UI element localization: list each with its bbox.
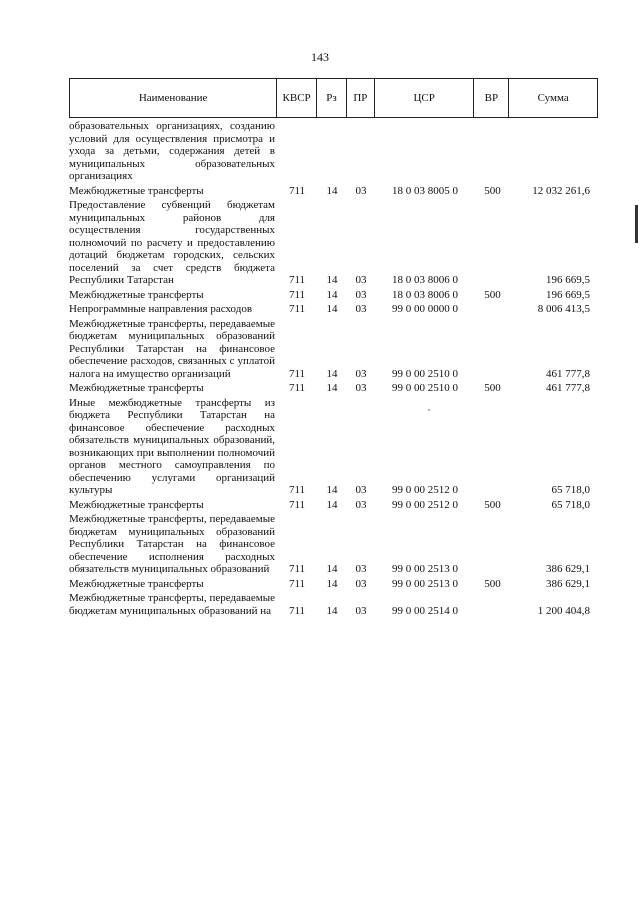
cell-kvsr: 711 bbox=[288, 382, 306, 394]
cell-kvsr: 711 bbox=[288, 577, 306, 590]
cell-pr: 03 bbox=[355, 577, 367, 590]
table-row bbox=[69, 397, 598, 497]
speck bbox=[428, 409, 430, 411]
cell-sum: 12 032 261,6 bbox=[532, 184, 590, 197]
budget-table bbox=[69, 78, 598, 619]
cell-pr: 03 bbox=[355, 563, 367, 575]
header-vr: ВР bbox=[474, 79, 509, 117]
cell-pr: 03 bbox=[355, 184, 367, 197]
cell-kvsr: 711 bbox=[288, 484, 306, 496]
cell-kvsr: 711 bbox=[288, 367, 306, 380]
cell-pr: 03 bbox=[355, 288, 367, 301]
table-row bbox=[69, 499, 598, 512]
cell-sum: 8 006 413,5 bbox=[537, 303, 590, 315]
cell-pr: 03 bbox=[355, 303, 367, 315]
header-kvsr: КВСР bbox=[277, 79, 317, 117]
cell-name: Межбюджетные трансферты bbox=[69, 577, 204, 590]
cell-sum: 65 718,0 bbox=[551, 498, 590, 511]
cell-kvsr: 711 bbox=[288, 184, 306, 197]
cell-name: образовательных организациях, созданию условий для осуществления присмотра и ухода за детьми, содержания детей в муниципальных образовательных организациях bbox=[69, 120, 275, 182]
cell-rz: 14 bbox=[326, 498, 338, 511]
cell-kvsr: 711 bbox=[288, 604, 306, 617]
cell-kvsr: 711 bbox=[288, 498, 306, 511]
cell-vr: 500 bbox=[484, 288, 501, 301]
cell-pr: 03 bbox=[355, 484, 367, 496]
cell-kvsr: 711 bbox=[288, 274, 306, 286]
cell-pr: 03 bbox=[355, 367, 367, 380]
table-row bbox=[69, 120, 598, 183]
cell-name: Непрограммные направления расходов bbox=[69, 303, 253, 315]
cell-rz: 14 bbox=[326, 604, 338, 617]
header-rz: Рз bbox=[317, 79, 347, 117]
cell-name: Межбюджетные трансферты, передаваемые бюджетам муниципальных образований на bbox=[69, 592, 275, 617]
header-pr: ПР bbox=[347, 79, 375, 117]
page-number: 143 bbox=[311, 50, 329, 64]
cell-csr: 99 0 00 2514 0 bbox=[392, 604, 458, 617]
margin-mark bbox=[635, 205, 638, 243]
cell-rz: 14 bbox=[326, 563, 338, 575]
header-sum: Сумма bbox=[537, 92, 569, 104]
cell-sum: 461 777,8 bbox=[546, 382, 590, 394]
cell-vr: 500 bbox=[484, 577, 501, 590]
cell-rz: 14 bbox=[326, 484, 338, 496]
cell-csr: 99 0 00 2510 0 bbox=[392, 382, 458, 394]
table-row bbox=[69, 382, 598, 395]
cell-vr: 500 bbox=[484, 498, 501, 511]
cell-pr: 03 bbox=[355, 498, 367, 511]
cell-rz: 14 bbox=[326, 577, 338, 590]
cell-sum: 1 200 404,8 bbox=[537, 604, 590, 617]
cell-name: Межбюджетные трансферты, передаваемые бюджетам муниципальных образований Республики Татарстан на финансовое обеспечение расходов, связанных с уплатой налога на имущество организаций bbox=[69, 317, 275, 380]
table-body bbox=[69, 120, 598, 619]
cell-sum: 386 629,1 bbox=[546, 563, 590, 575]
cell-kvsr: 711 bbox=[288, 303, 306, 315]
cell-name: Предоставление субвенций бюджетам муниципальных районов для осуществления государственных полномочий по расчету и предоставлению дотаций бюджетам городских, сельских поселений за счет средств бюджета Республики Татарстан bbox=[69, 199, 275, 286]
table-row bbox=[69, 289, 598, 302]
cell-csr: 18 0 03 8006 0 bbox=[392, 288, 458, 301]
cell-rz: 14 bbox=[326, 303, 338, 315]
table-header bbox=[69, 78, 598, 118]
cell-vr: 500 bbox=[484, 184, 501, 197]
cell-name: Межбюджетные трансферты bbox=[69, 184, 204, 197]
cell-csr: 99 0 00 2510 0 bbox=[392, 367, 458, 380]
cell-sum: 386 629,1 bbox=[546, 577, 590, 590]
cell-csr: 99 0 00 2512 0 bbox=[392, 498, 458, 511]
table-row bbox=[69, 303, 598, 316]
cell-pr: 03 bbox=[355, 274, 367, 286]
header-name: Наименование bbox=[70, 79, 277, 117]
cell-name: Межбюджетные трансферты bbox=[69, 382, 204, 394]
cell-sum: 196 669,5 bbox=[546, 274, 590, 286]
cell-rz: 14 bbox=[326, 382, 338, 394]
table-row bbox=[69, 185, 598, 198]
cell-csr: 99 0 00 2513 0 bbox=[392, 577, 458, 590]
cell-rz: 14 bbox=[326, 184, 338, 197]
cell-csr: 99 0 00 2513 0 bbox=[392, 563, 458, 575]
cell-name: Межбюджетные трансферты bbox=[69, 288, 204, 301]
cell-csr: 18 0 03 8005 0 bbox=[392, 184, 458, 197]
cell-pr: 03 bbox=[355, 604, 367, 617]
cell-rz: 14 bbox=[326, 288, 338, 301]
table-row bbox=[69, 318, 598, 381]
cell-kvsr: 711 bbox=[288, 288, 306, 301]
cell-sum: 196 669,5 bbox=[546, 288, 590, 301]
cell-name: Межбюджетные трансферты, передаваемые бюджетам муниципальных образований Республики Татарстан на финансовое обеспечение исполнения расходных обязательств муниципальных образований bbox=[69, 513, 275, 575]
cell-csr: 99 0 00 2512 0 bbox=[392, 484, 458, 496]
table-row bbox=[69, 592, 598, 617]
cell-csr: 99 0 00 0000 0 bbox=[392, 303, 458, 315]
cell-pr: 03 bbox=[355, 382, 367, 394]
cell-csr: 18 0 03 8006 0 bbox=[392, 274, 458, 286]
cell-kvsr: 711 bbox=[288, 563, 306, 575]
cell-rz: 14 bbox=[326, 367, 338, 380]
cell-name: Межбюджетные трансферты bbox=[69, 498, 204, 511]
table-row bbox=[69, 578, 598, 591]
table-row bbox=[69, 513, 598, 576]
cell-vr: 500 bbox=[484, 382, 501, 394]
cell-sum: 65 718,0 bbox=[551, 484, 590, 496]
cell-name: Иные межбюджетные трансферты из бюджета Республики Татарстан на финансовое обеспечение расходных обязательств муниципальных образований, возникающих при выполнении полномочий органов местного самоуправления по обеспечению услугами организаций культуры bbox=[69, 396, 275, 496]
header-csr: ЦСР bbox=[375, 79, 475, 117]
cell-sum: 461 777,8 bbox=[546, 367, 590, 380]
table-row bbox=[69, 199, 598, 287]
cell-rz: 14 bbox=[326, 274, 338, 286]
